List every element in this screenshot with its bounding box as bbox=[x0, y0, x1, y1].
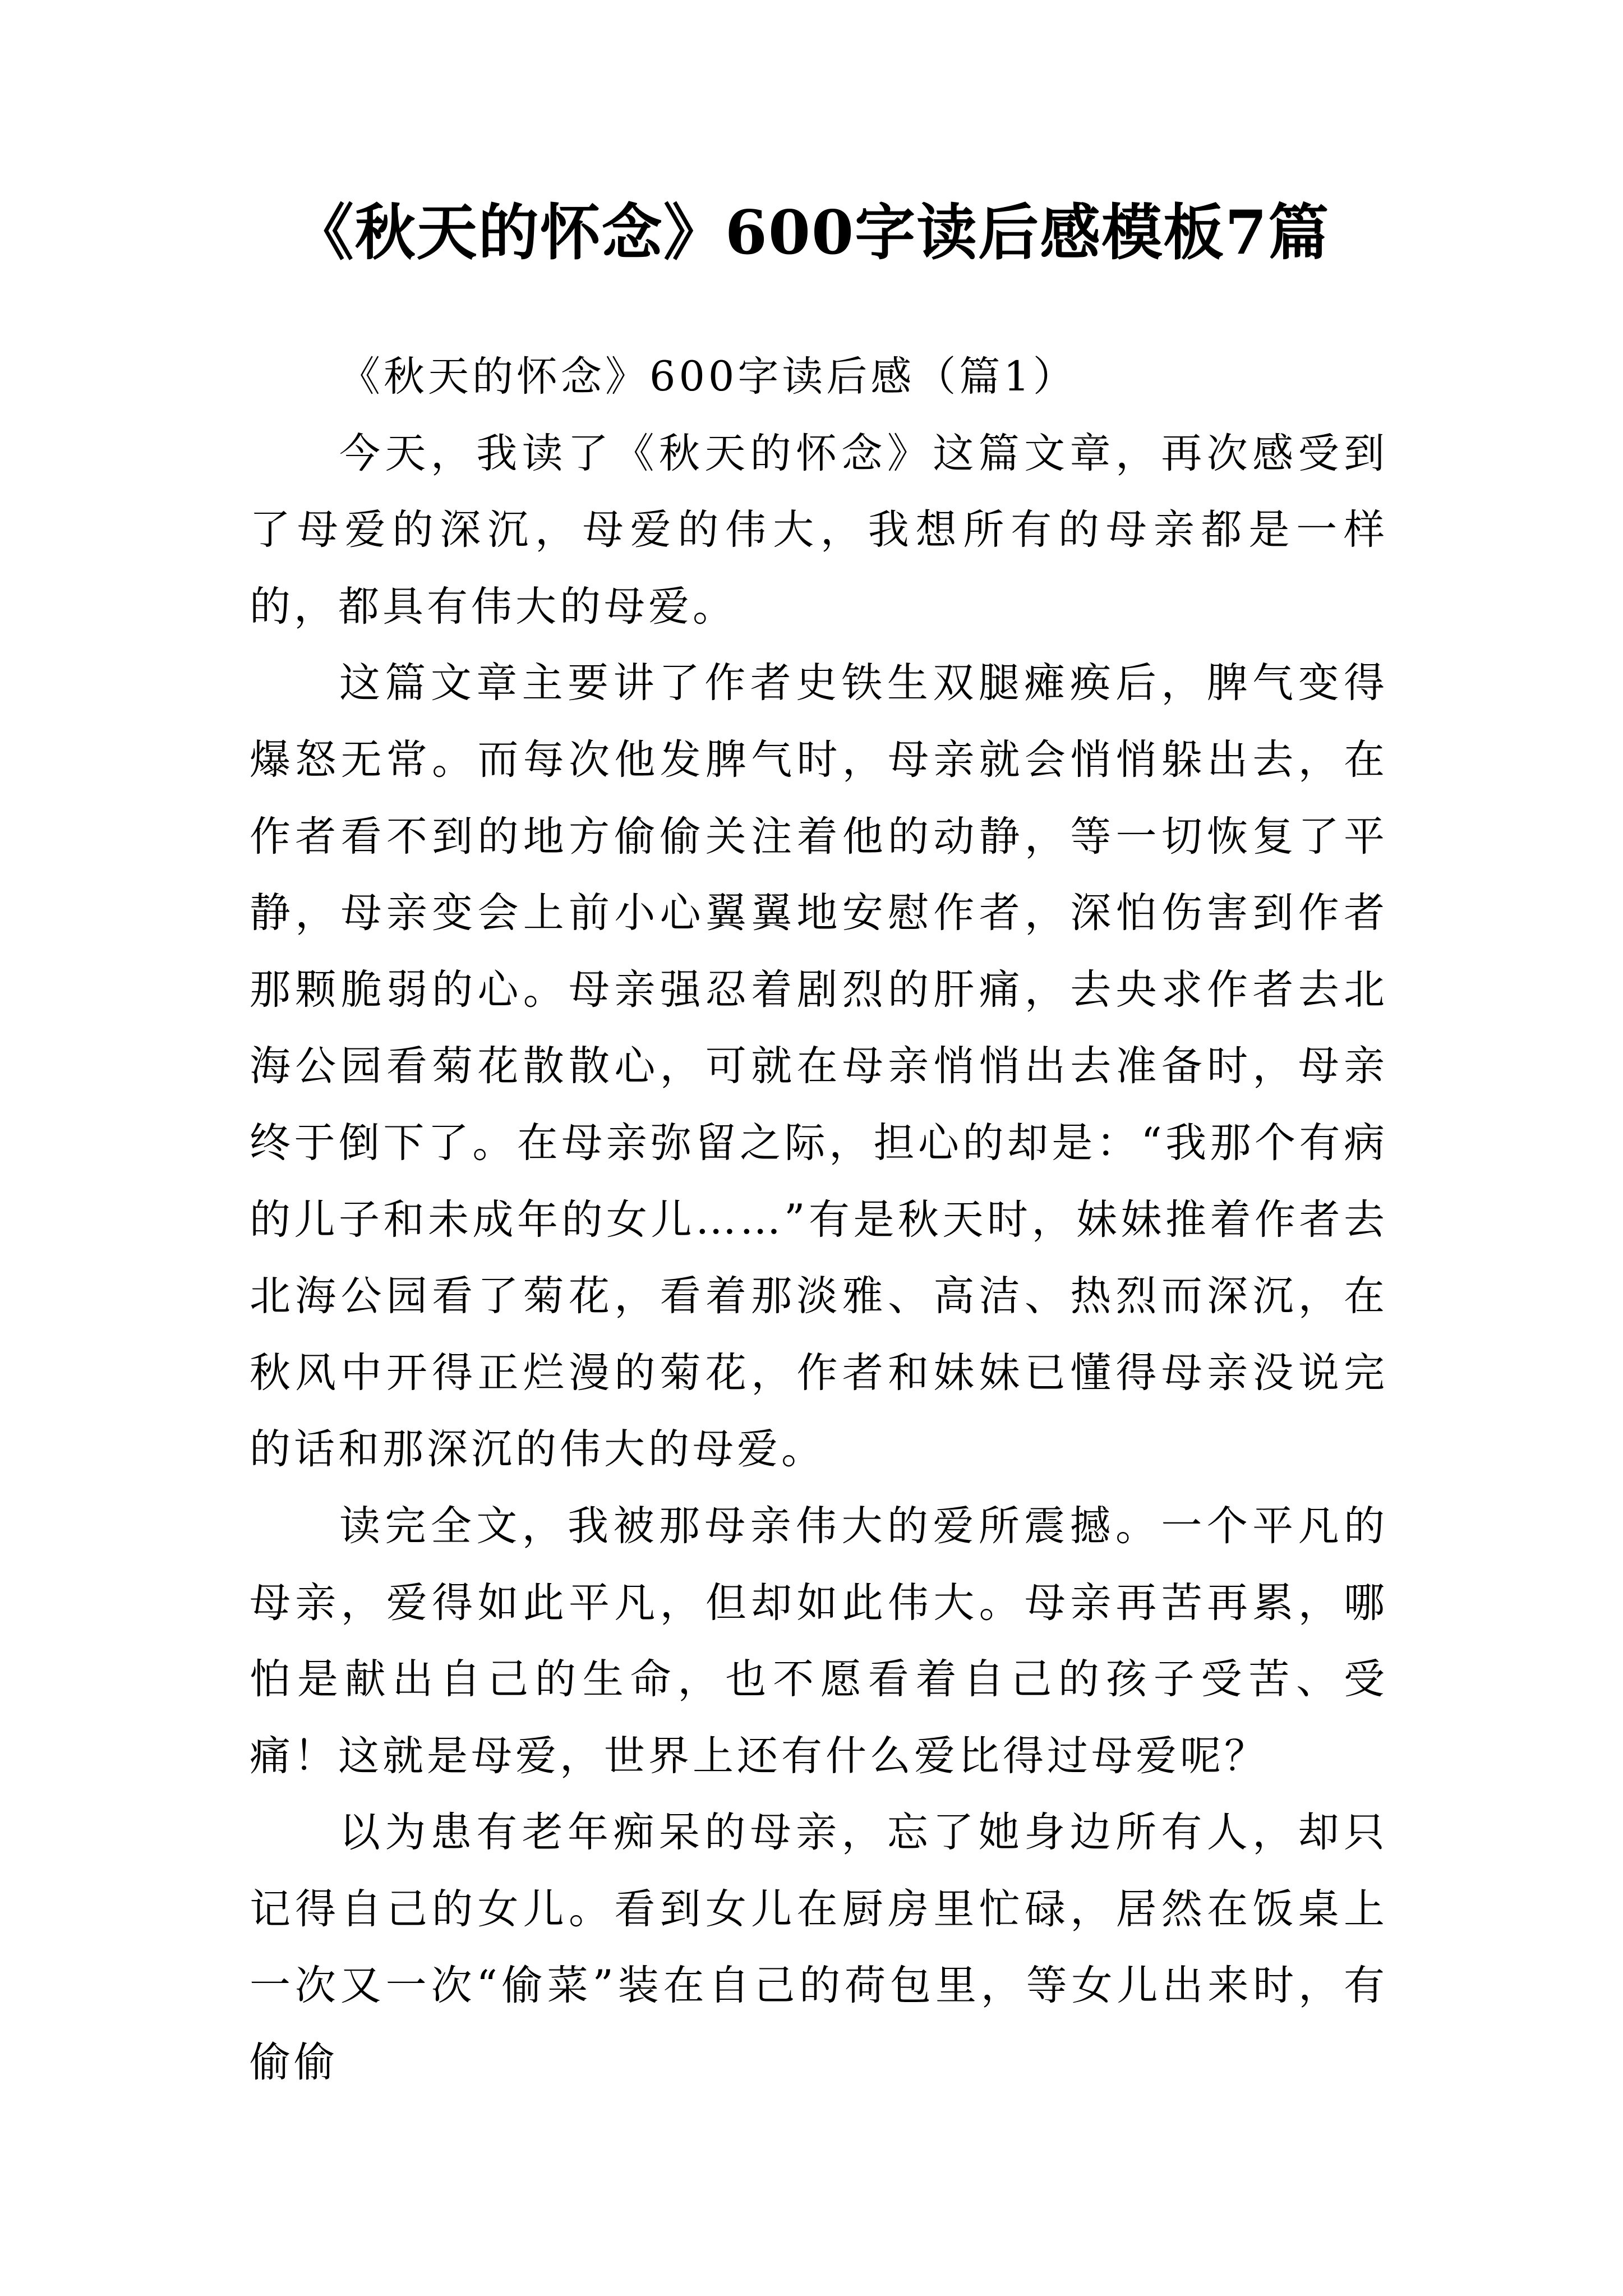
document-body bbox=[250, 339, 1388, 2101]
paragraph-4: 以为患有老年痴呆的母亲，忘了她身边所有人，却只记得自己的女儿。看到女儿在厨房里忙碌，居然在饭桌上一次又一次“偷菜”装在自己的荷包里，等女儿出来时，有偷偷 bbox=[250, 1809, 1388, 2087]
document-title: 《秋天的怀念》600字读后感模板7篇 bbox=[293, 197, 1330, 268]
section-heading: 《秋天的怀念》600字读后感（篇1） bbox=[339, 353, 1077, 401]
paragraph-1: 今天，我读了《秋天的怀念》这篇文章，再次感受到了母爱的深沉，母爱的伟大，我想所有的母亲都是一样的，都具有伟大的母爱。 bbox=[250, 429, 1388, 631]
paragraph-2: 这篇文章主要讲了作者史铁生双腿瘫痪后，脾气变得爆怒无常。而每次他发脾气时，母亲就会悄悄躲出去，在作者看不到的地方偷偷关注着他的动静，等一切恢复了平静，母亲变会上前小心翼翼地安慰作者，深怕伤害到作者那颗脆弱的心。母亲强忍着剧烈的肝痛，去央求作者去北海公园看菊花散散心，可就在母亲悄悄出去准备时，母亲终于倒下了。在母亲弥留之际，担心的却是：“我那个有病的儿子和未成年的女儿……”有是秋天时，妹妹推着作者去北海公园看了菊花，看着那淡雅、高洁、热烈而深沉，在秋风中开得正烂漫的菊花，作者和妹妹已懂得母亲没说完的话和那深沉的伟大的母爱。 bbox=[250, 659, 1388, 1474]
paragraph-3: 读完全文，我被那母亲伟大的爱所震撼。一个平凡的母亲，爱得如此平凡，但却如此伟大。母亲再苦再累，哪怕是献出自己的生命，也不愿看着自己的孩子受苦、受痛！这就是母爱，世界上还有什么爱比得过母爱呢？ bbox=[250, 1502, 1388, 1780]
